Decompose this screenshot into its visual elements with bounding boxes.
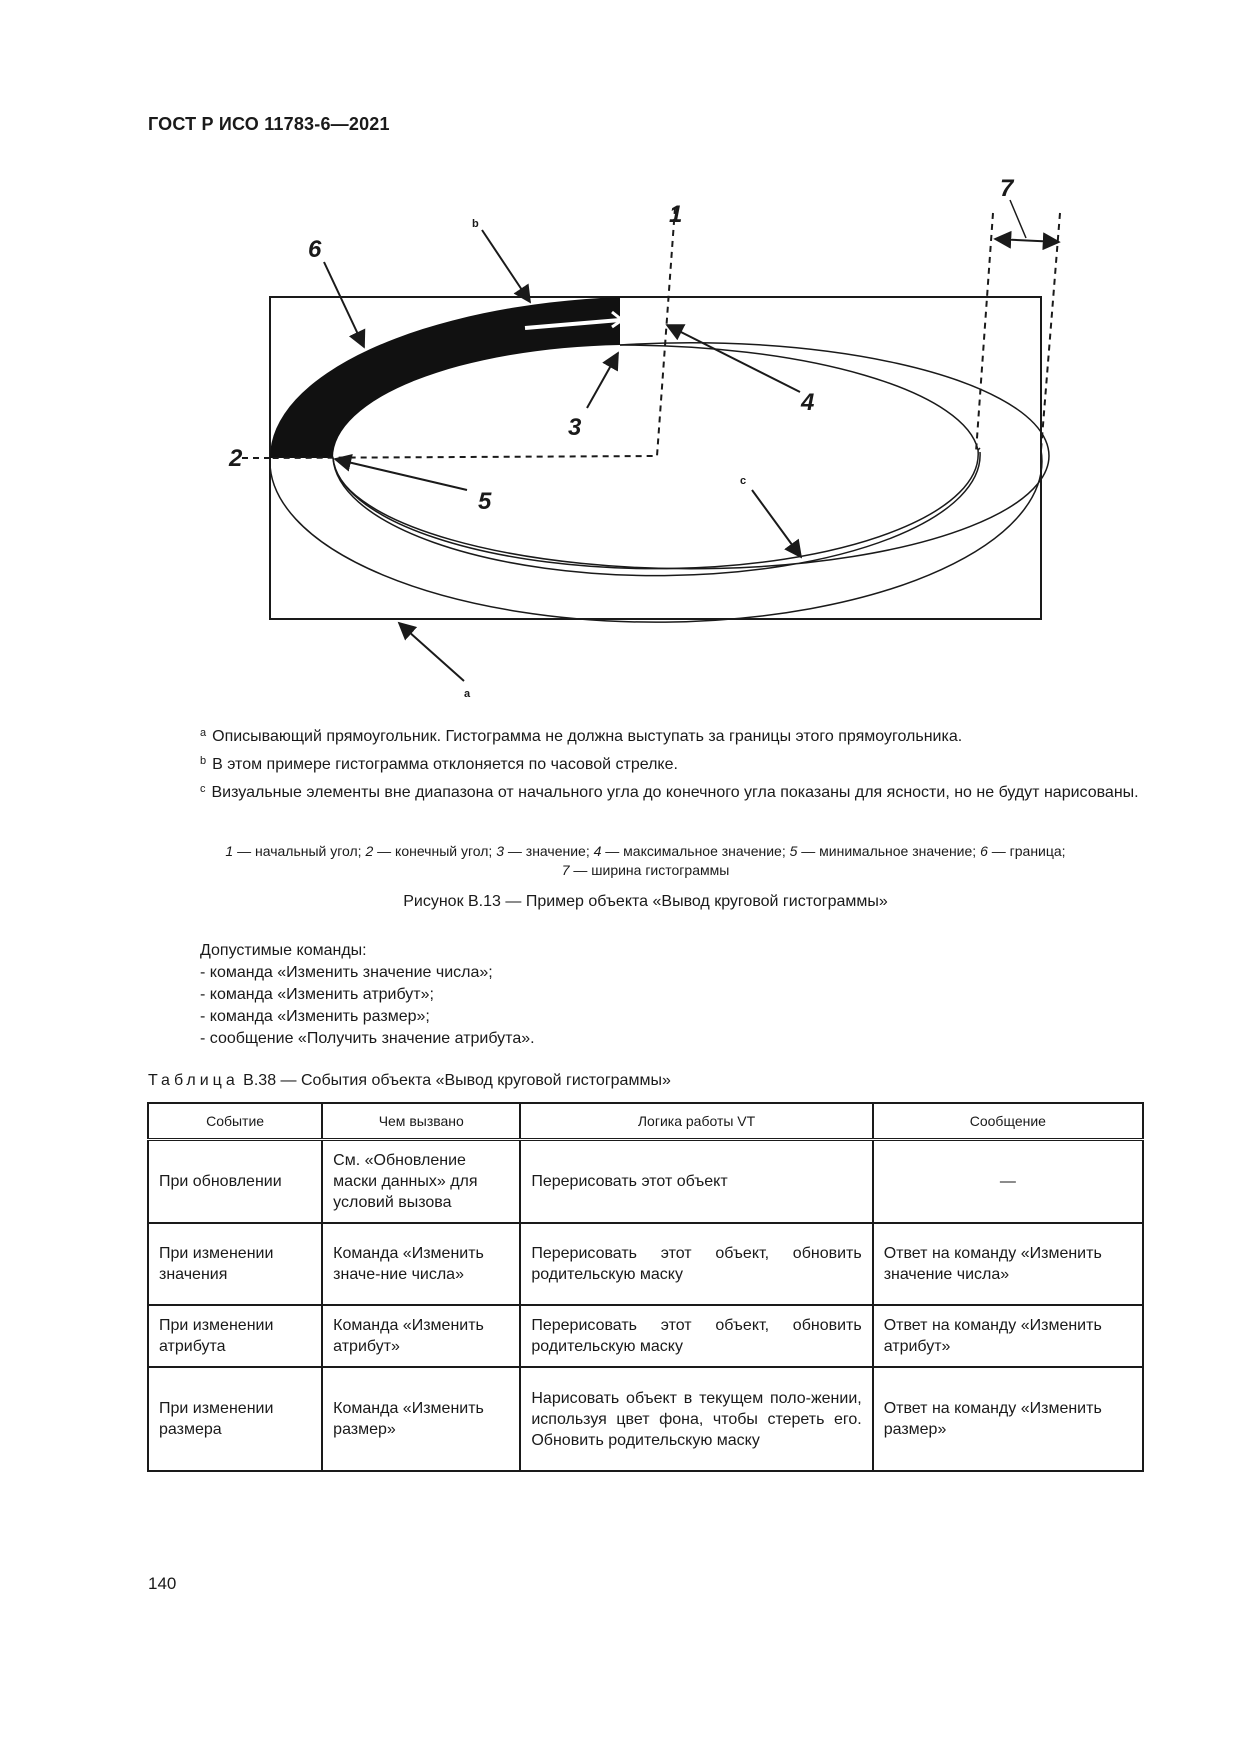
- key-text: — начальный угол;: [233, 843, 366, 859]
- header-cause: Чем вызвано: [322, 1103, 520, 1140]
- cell-vt-logic: Нарисовать объект в текущем поло-жении, используя цвет фона, чтобы стереть его. Обновить родительскую маску: [520, 1367, 872, 1471]
- cell-vt-logic: Перерисовать этот объект, обновить родительскую маску: [520, 1223, 872, 1305]
- note-c: [148, 778, 1143, 804]
- commands-title: Допустимые команды:: [200, 942, 367, 959]
- label-a: a: [464, 688, 471, 700]
- label-4: 4: [801, 389, 815, 416]
- cell-message: Ответ на команду «Изменить значение числа»: [873, 1223, 1143, 1305]
- leader-a: [399, 623, 464, 681]
- command-item: - сообщение «Получить значение атрибута».: [200, 1030, 535, 1047]
- figure-key: [148, 842, 1143, 880]
- note-a: [148, 722, 1195, 748]
- label-3: 3: [568, 414, 582, 441]
- note-text: Описывающий прямоугольник. Гистограмма не должна выступать за границы этого прямоугольника.: [212, 728, 963, 745]
- key-text: — минимальное значение;: [797, 843, 981, 859]
- inner-ellipse: [333, 343, 1049, 576]
- table-title: [148, 1072, 671, 1090]
- key-number: 2: [365, 843, 374, 859]
- cell-message: —: [873, 1140, 1143, 1224]
- table-row: [148, 1140, 1143, 1224]
- cell-cause: Команда «Изменить размер»: [322, 1367, 520, 1471]
- header-event: Событие: [148, 1103, 322, 1140]
- leader-b: [482, 230, 530, 302]
- cell-event: При обновлении: [148, 1140, 322, 1224]
- key-text: — граница;: [987, 843, 1066, 859]
- label-5: 5: [478, 488, 492, 515]
- note-mark: a: [200, 727, 207, 739]
- cell-event: При изменении атрибута: [148, 1305, 322, 1367]
- cell-event: При изменении значения: [148, 1223, 322, 1305]
- table-header-row: [148, 1103, 1143, 1140]
- header-message: Сообщение: [873, 1103, 1143, 1140]
- note-text: В этом примере гистограмма отклоняется по часовой стрелке.: [212, 756, 678, 773]
- table-row: [148, 1367, 1143, 1471]
- width-dimension: [995, 239, 1059, 242]
- leader-3: [587, 353, 618, 408]
- command-item: - команда «Изменить значение числа»;: [200, 964, 493, 981]
- command-item: - команда «Изменить атрибут»;: [200, 986, 434, 1003]
- cell-event: При изменении размера: [148, 1367, 322, 1471]
- cell-cause: Команда «Изменить атрибут»: [322, 1305, 520, 1367]
- events-table: [147, 1102, 1144, 1472]
- label-7: 7: [1000, 175, 1014, 202]
- leader-c: [752, 490, 801, 557]
- header-vt-logic: Логика работы VT: [520, 1103, 872, 1140]
- command-item: - команда «Изменить размер»;: [200, 1008, 430, 1025]
- outer-ellipse: [270, 450, 1042, 622]
- key-number: 5: [789, 843, 798, 859]
- cell-vt-logic: Перерисовать этот объект: [520, 1140, 872, 1224]
- key-number: 7: [561, 862, 570, 878]
- document-header: ГОСТ Р ИСО 11783-6—2021: [148, 114, 390, 134]
- leader-6: [324, 262, 364, 347]
- key-number: 6: [980, 843, 988, 859]
- key-text: — конечный угол;: [373, 843, 497, 859]
- label-c: c: [740, 475, 747, 487]
- cell-message: Ответ на команду «Изменить атрибут»: [873, 1305, 1143, 1367]
- note-mark: b: [200, 755, 207, 767]
- key-number: 3: [496, 843, 504, 859]
- note-mark: c: [200, 783, 206, 795]
- table-title-rest: В.38 — События объекта «Вывод круговой гистограммы»: [238, 1072, 671, 1089]
- figure-caption: Рисунок В.13 — Пример объекта «Вывод круговой гистограммы»: [403, 893, 888, 910]
- label-6: 6: [308, 236, 322, 263]
- cell-message: Ответ на команду «Изменить размер»: [873, 1367, 1143, 1471]
- note-text: Визуальные элементы вне диапазона от начального угла до конечного угла показаны для ясности, но не будут нарисованы.: [211, 784, 1139, 801]
- table-row: [148, 1305, 1143, 1367]
- note-b: [148, 750, 1195, 776]
- page-number: 140: [148, 1574, 177, 1593]
- leader-5: [335, 459, 467, 490]
- key-number: 1: [225, 843, 234, 859]
- label-2: 2: [229, 445, 243, 472]
- allowed-commands: [200, 940, 535, 1050]
- label-1: 1: [669, 201, 683, 228]
- label-b: b: [472, 218, 479, 230]
- key-text: — значение;: [504, 843, 594, 859]
- cell-vt-logic: Перерисовать этот объект, обновить родительскую маску: [520, 1305, 872, 1367]
- figure-drawing: [0, 0, 1240, 720]
- width-line-left: [976, 213, 993, 452]
- table-title-word: Таблица: [148, 1072, 239, 1089]
- figure-circular-histogram: [0, 0, 1240, 720]
- width-line-right: [1041, 213, 1060, 450]
- key-text: — ширина гистограммы: [569, 862, 730, 878]
- key-number: 4: [593, 843, 602, 859]
- cell-cause: См. «Обновление маски данных» для условий вызова: [322, 1140, 520, 1224]
- cell-cause: Команда «Изменить значе-ние числа»: [322, 1223, 520, 1305]
- leader-4: [667, 325, 800, 392]
- key-text: — максимальное значение;: [601, 843, 790, 859]
- table-row: [148, 1223, 1143, 1305]
